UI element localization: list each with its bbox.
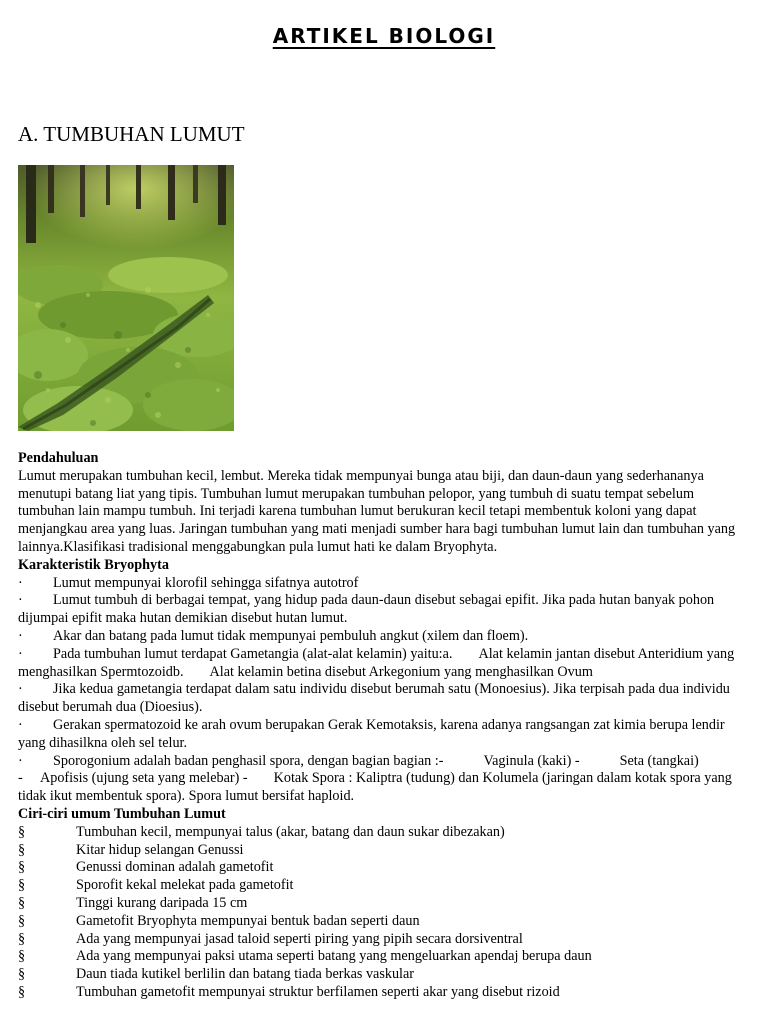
karakteristik-heading: Karakteristik Bryophyta [18, 556, 169, 573]
list-item: § Tumbuhan kecil, mempunyai talus (akar, batang dan daun sukar dibezakan) [18, 823, 505, 840]
list-item: § Tinggi kurang daripada 15 cm [18, 894, 248, 911]
pendahuluan-heading: Pendahuluan [18, 450, 99, 466]
list-item: § Kitar hidup selangan Genussi [18, 841, 244, 858]
article-body [18, 450, 752, 1002]
list-item: § Ada yang mempunyai jasad taloid seperti piring yang pipih secara dorsiventral [18, 930, 523, 947]
list-item: · Jika kedua gametangia terdapat dalam satu individu disebut berumah satu (Monoesius). Jika terpisah pada dua individu disebut berumah dua (Dioesius). [18, 681, 730, 716]
moss-forest-photo [18, 165, 234, 431]
list-item: § Daun tiada kutikel berlilin dan batang tiada berkas vaskular [18, 966, 415, 983]
list-item: § Ada yang mempunyai paksi utama seperti batang yang mengeluarkan apendaj berupa daun [18, 948, 592, 965]
section-heading: A. TUMBUHAN LUMUT [18, 122, 245, 146]
list-item: § Tumbuhan gametofit mempunyai struktur berfilamen seperti akar yang disebut rizoid [18, 983, 560, 1000]
list-item: § Genussi dominan adalah gametofit [18, 859, 274, 876]
list-item: · Pada tumbuhan lumut terdapat Gametangia (alat-alat kelamin) yaitu:a. Alat kelamin jantan disebut Anteridium yang menghasilkan Spermtozoidb. Alat kelamin betina disebut Arkegonium yang menghasilkan Ovum [18, 645, 735, 680]
list-item: § Sporofit kekal melekat pada gametofit [18, 877, 294, 894]
list-item: - Apofisis (ujung seta yang melebar) - Kotak Spora : Kaliptra (tudung) dan Kolumela (jaringan dalam kotak spora yang tidak ikut membentuk spora). Spora lumut bersifat haploid. [18, 770, 732, 805]
ciri-ciri-heading: Ciri-ciri umum Tumbuhan Lumut [18, 805, 226, 822]
list-item: · Gerakan spermatozoid ke arah ovum berupakan Gerak Kemotaksis, karena adanya rangsangan zat kimia berupa lendir yang dihasilkna oleh sel telur. [18, 716, 725, 751]
page-title: ARTIKEL BIOLOGI [272, 24, 496, 48]
list-item: · Lumut mempunyai klorofil sehingga sifatnya autotrof [18, 574, 359, 591]
list-item: § Gametofit Bryophyta mempunyai bentuk badan seperti daun [18, 912, 420, 929]
list-item: · Lumut tumbuh di berbagai tempat, yang hidup pada daun-daun disebut sebagai epifit. Jika pada hutan banyak pohon dijumpai epifit maka hutan demikian disebut hutan lumut. [18, 592, 715, 627]
list-item: · Sporogonium adalah badan penghasil spora, dengan bagian bagian :- Vaginula (kaki) - Seta (tangkai) [18, 752, 699, 769]
list-item: · Akar dan batang pada lumut tidak mempunyai pembuluh angkut (xilem dan floem). [18, 627, 529, 644]
pendahuluan-paragraph: Lumut merupakan tumbuhan kecil, lembut. Mereka tidak mempunyai bunga atau biji, dan daun-daun yang sederhananya menutupi batang liat yang tipis. Tumbuhan lumut merupakan tumbuhan pelopor, yang tumbuh di suatu tempat sebelum tumbuhan lain mampu tumbuh. Ini terjadi karena tumbuhan lumut berukuran kecil tetapi membentuk koloni yang dapat menjangkau area yang luas. Jaringan tumbuhan yang mati menjadi sumber hara bagi tumbuhan lumut lain dan tumbuhan yang lainnya.Klasifikasi tradisional menggabungkan pula lumut hati ke dalam Bryophyta. [18, 467, 736, 555]
